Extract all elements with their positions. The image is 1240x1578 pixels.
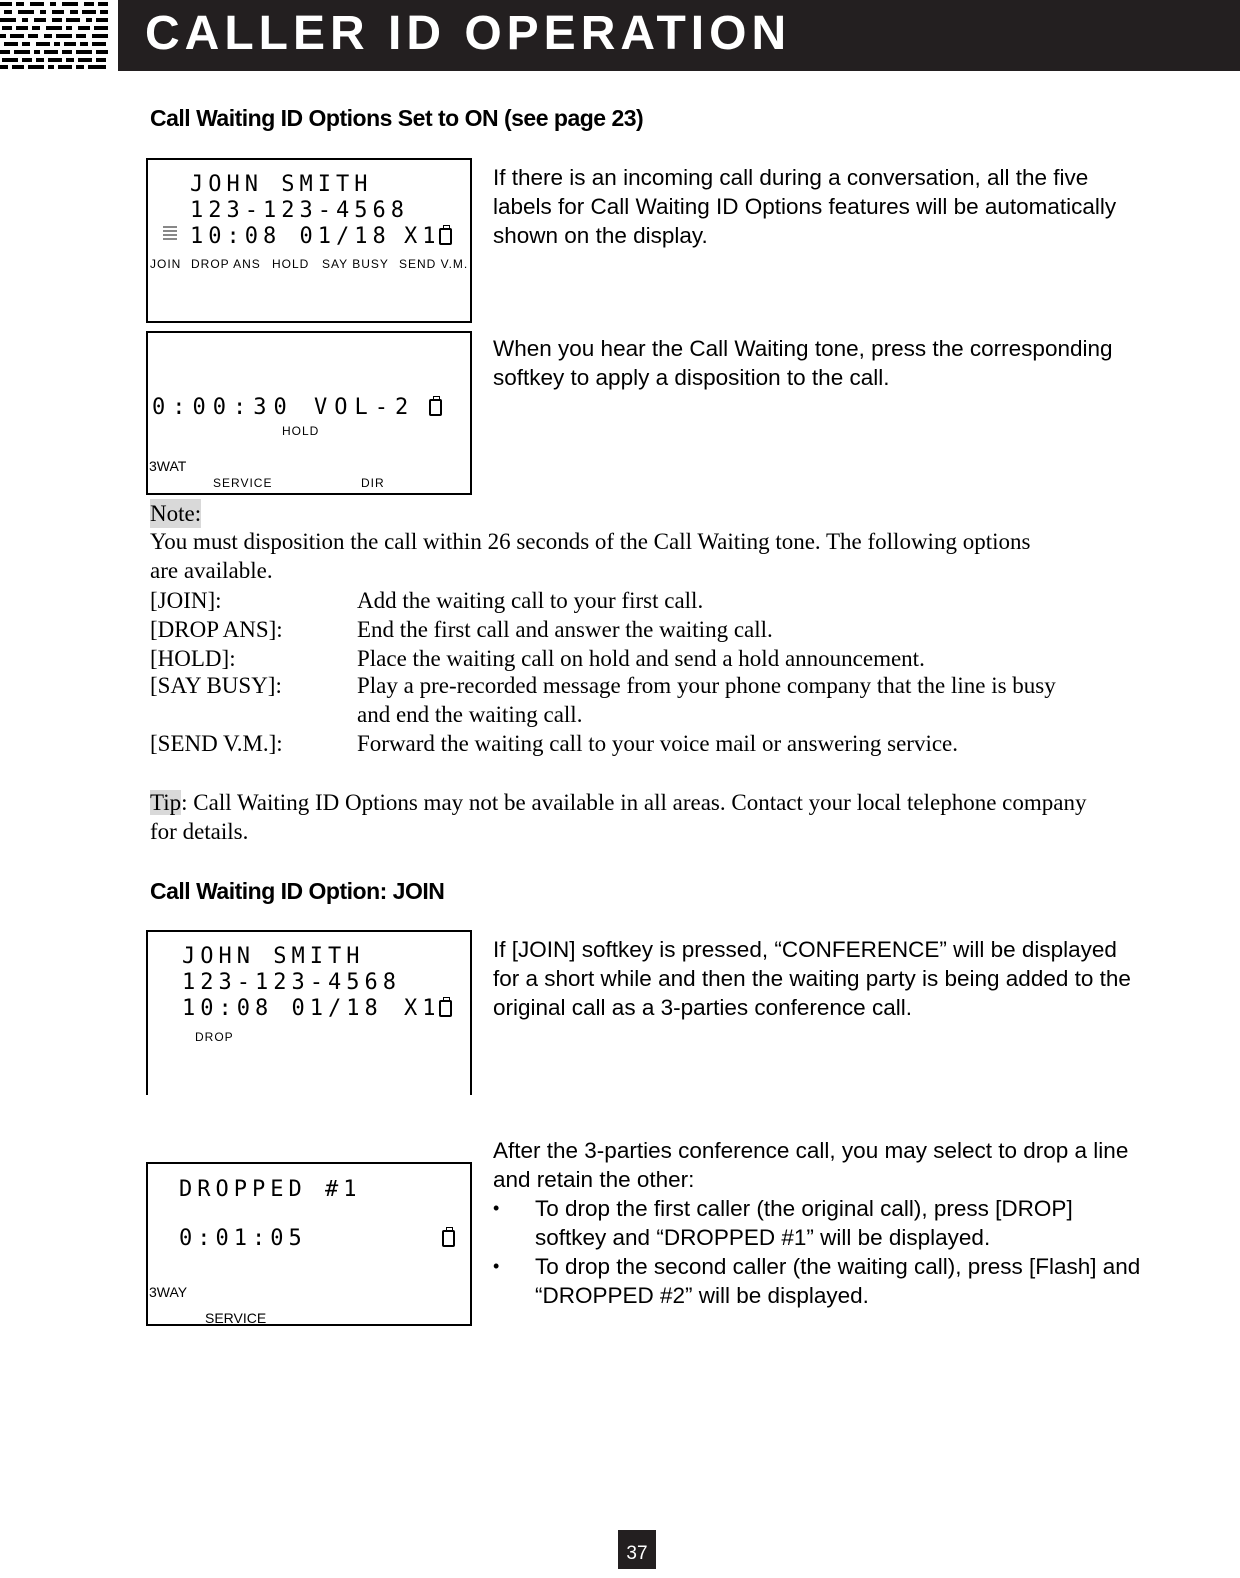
lcd-display-dropped (146, 1162, 472, 1326)
list-item: • To drop the first caller (the original call), press [DROP] softkey and “DROPPED #1” will be displayed. (493, 1194, 1143, 1252)
battery-icon (439, 228, 452, 245)
softkey-dir: DIR (361, 476, 385, 490)
option-desc: End the first call and answer the waiting call. (357, 617, 773, 642)
lcd-display-join (146, 930, 472, 1095)
option-desc: Add the waiting call to your first call. (357, 588, 704, 613)
option-key: [SAY BUSY]: (150, 673, 282, 698)
softkey-send-vm: SEND V.M. (399, 257, 469, 271)
lcd-call-count: X1 (404, 996, 441, 1021)
paragraph-call-waiting-tone (493, 334, 1143, 392)
lcd-caller-name: JOHN SMITH (182, 944, 365, 969)
softkey-service: SERVICE (213, 476, 273, 490)
tip-text: : Call Waiting ID Options may not be available in all areas. Contact your local telephone company for details. (150, 790, 1087, 844)
lcd-caller-name: JOHN SMITH (190, 172, 373, 197)
paragraph-text: If there is an incoming call during a conversation, all the five labels for Call Waiting ID Options features will be automatically shown on the display. (493, 165, 1117, 248)
softkey-drop: DROP (195, 1030, 234, 1044)
lcd-display-incoming-call (146, 158, 472, 323)
paragraph-text: After the 3-parties conference call, you may select to drop a line and retain the other: (493, 1138, 1129, 1192)
page-number: 37 (618, 1530, 656, 1569)
option-key: [SEND V.M.]: (150, 731, 283, 756)
note-text: You must disposition the call within 26 seconds of the Call Waiting tone. The following options are available. (150, 529, 1031, 583)
lcd-timer: 0:01:05 (179, 1226, 307, 1251)
softkey-hold: HOLD (272, 257, 310, 271)
lcd-call-time: 10:08 01/18 (190, 224, 391, 249)
lcd-dropped-label: DROPPED #1 (179, 1177, 362, 1202)
lcd-caller-number: 123-123-4568 (190, 198, 409, 223)
lcd-timer-volume: 0:00:30 VOL-2 (152, 395, 416, 420)
list-item: • To drop the second caller (the waiting call), press [Flash] and “DROPPED #2” will be displayed. (493, 1252, 1143, 1310)
phone-icon (163, 224, 177, 240)
paragraph-drop-line (493, 1136, 1143, 1310)
battery-icon (442, 1230, 455, 1247)
lcd-3way-label: 3WAY (149, 1284, 188, 1300)
lcd-hold-label: HOLD (282, 424, 320, 438)
lcd-call-count: X1 (404, 224, 441, 249)
page-title: CALLER ID OPERATION (145, 7, 792, 60)
battery-icon (429, 399, 442, 416)
softkey-service: SERVICE (205, 1310, 267, 1326)
option-key: [DROP ANS]: (150, 617, 283, 642)
header-pattern-graphic (0, 0, 110, 70)
paragraph-join-pressed (493, 935, 1143, 1022)
softkey-say-busy: SAY BUSY (322, 257, 389, 271)
tip-paragraph (150, 788, 1110, 846)
section-heading-options-on: Call Waiting ID Options Set to ON (see page 23) (150, 105, 644, 131)
option-desc: Place the waiting call on hold and send a hold announcement. (357, 646, 925, 671)
softkey-drop-ans: DROP ANS (191, 257, 261, 271)
paragraph-text: When you hear the Call Waiting tone, press the corresponding softkey to apply a disposition to the call. (493, 336, 1113, 390)
option-desc: Forward the waiting call to your voice mail or answering service. (357, 731, 959, 756)
lcd-3wat-label: 3WAT (149, 458, 187, 474)
tip-label: Tip (150, 790, 182, 815)
paragraph-text: If [JOIN] softkey is pressed, “CONFERENCE” will be displayed for a short while and then the waiting party is being added to the original call as a 3-parties conference call. (493, 937, 1131, 1020)
battery-icon (439, 1000, 452, 1017)
note-label: Note: (150, 501, 202, 526)
section-heading-join: Call Waiting ID Option: JOIN (150, 878, 445, 904)
option-key: [JOIN]: (150, 588, 222, 613)
option-desc: Play a pre-recorded message from your phone company that the line is busy and end the waiting call. (357, 673, 1056, 727)
lcd-caller-number: 123-123-4568 (182, 970, 401, 995)
option-key: [HOLD]: (150, 646, 236, 671)
lcd-display-call-timer (146, 331, 472, 495)
bullet-list (493, 1194, 1143, 1310)
paragraph-incoming-call (493, 163, 1143, 250)
lcd-call-time: 10:08 01/18 (182, 996, 383, 1021)
softkey-join: JOIN (150, 257, 182, 271)
